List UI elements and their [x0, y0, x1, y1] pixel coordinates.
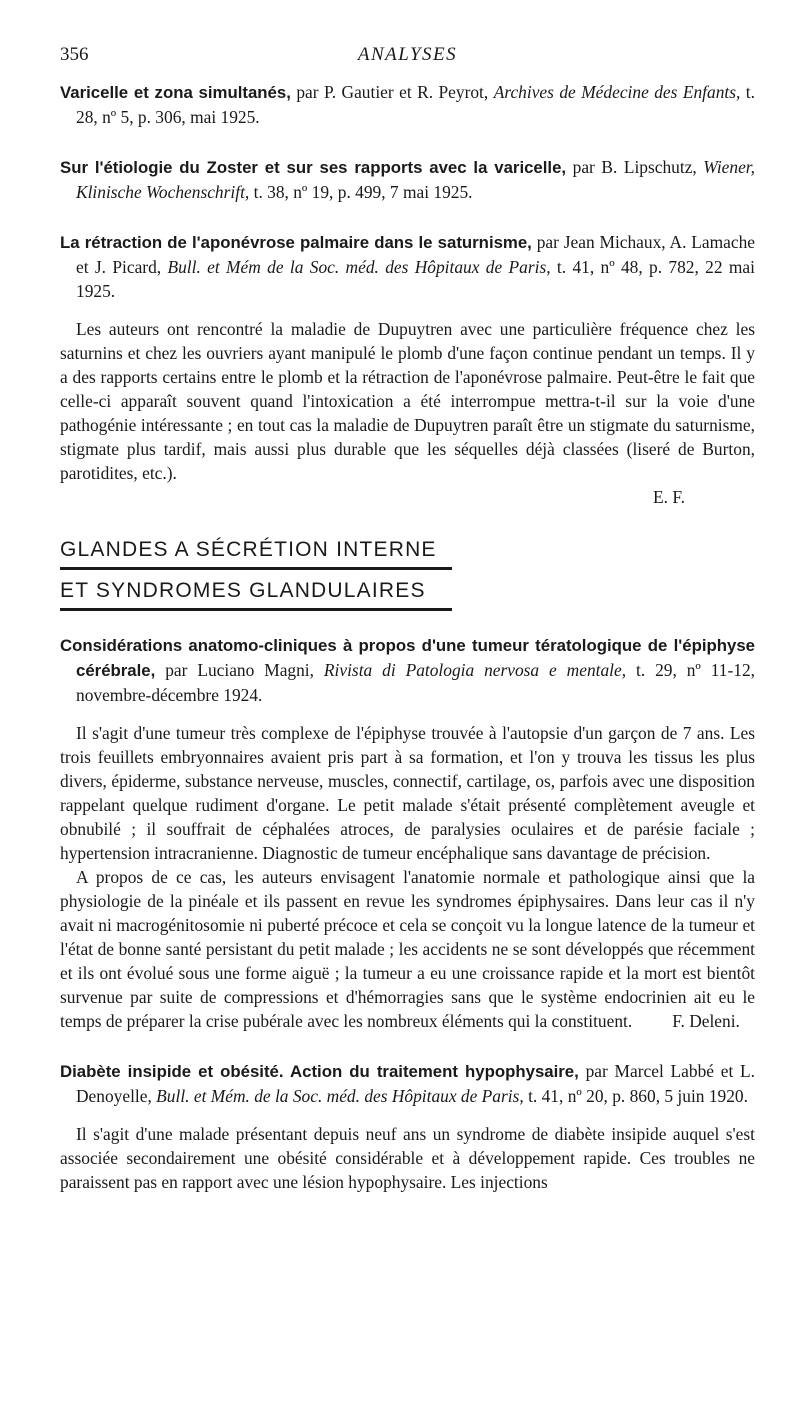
abstract-entry [60, 155, 755, 204]
article-title: Considérations anatomo-cliniques à propos d'une tumeur tératologique de l'épiphyse cérébrale, [60, 636, 755, 680]
abstract-paragraph [60, 865, 755, 1033]
bibliographic-reference [60, 1059, 755, 1108]
citation-details: t. 41, nº 20, p. 860, 5 juin 1920. [528, 1086, 748, 1106]
article-authors: par Marcel Labbé et L. Denoyelle, [76, 1061, 756, 1106]
page-number: 356 [60, 44, 89, 65]
bibliographic-reference [60, 155, 755, 204]
abstract-entry [60, 633, 755, 1033]
abstract-paragraph: Les auteurs ont rencontré la maladie de Dupuytren avec une particulière fréquence chez les saturnins et chez les ouvriers ayant manipulé le plomb d'une façon continue pendant un temps. Il y a des rapports certains entre le plomb et la rétraction de l'aponévrose palmaire. Peut-être le fait que celle-ci apparaît souvent quand l'intoxication a été interrompue mettra-t-il sur la voie d'une pathogénie intéressante ; en tout cas la maladie de Dupuytren paraît être un stigmate du saturnisme, stigmate plus tardif, mais aussi plus durable que les séquelles déjà classées (liseré de Burton, parotidites, etc.). [60, 319, 755, 483]
bibliographic-reference [60, 80, 755, 129]
article-authors: par B. Lipschutz, [572, 157, 697, 177]
section-heading-line-2: ET SYNDROMES GLANDULAIRES [60, 578, 452, 611]
article-authors: par Luciano Magni, [165, 660, 314, 680]
journal-name: Wiener, Klinische Wochenschrift, [76, 157, 755, 202]
article-title: Diabète insipide et obésité. Action du traitement hypophysaire, [60, 1062, 579, 1081]
citation-details: t. 38, nº 19, p. 499, 7 mai 1925. [253, 182, 473, 202]
journal-name: Rivista di Patologia nervosa e mentale, [323, 660, 627, 680]
citation-details: t. 41, nº 48, p. 782, 22 mai 1925. [76, 257, 755, 301]
abstract-paragraph-text: A propos de ce cas, les auteurs envisagent l'anatomie normale et pathologique ainsi que la physiologie de la pinéale et ils passent en revue les syndromes épiphysaires. Dans leur cas il n'y avait ni macrogénitosomie ni puberté précoce et cela se conçoit vu la longue latence de la tumeur et l'état de bonne santé persistant du petit malade ; les accidents ne se sont développés que récemment et ils ont évolué sous une forme aiguë ; la tumeur a eu une croissance rapide et la mort est bientôt survenue par suite de compressions et d'hémorragies sans que le système endocrinien ait eu le temps de préparer la crise pubérale avec les nombreux éléments qui la constituent. [60, 867, 755, 1031]
abstract-entry [60, 230, 755, 509]
reviewer-signature: F. Deleni. [672, 1011, 740, 1031]
bibliographic-reference [60, 633, 755, 707]
citation-details: t. 29, nº 11-12, novembre-décembre 1924. [76, 660, 756, 705]
abstract-paragraph: Il s'agit d'une tumeur très complexe de l'épiphyse trouvée à l'autopsie d'un garçon de 7 ans. Les trois feuillets embryonnaires avaient pris part à sa formation, et l'on y trouva les tissus les plus divers, épiderme, substance nerveuse, muscles, connectif, cartilage, os, parfois avec une disposition rappelant quelque rudiment d'organe. Le petit malade s'était présenté complètement aveugle et obnubilé ; il souffrait de céphalées atroces, de paralysies oculaires et de parésie faciale ; hypertension intracranienne. Diagnostic de tumeur encéphalique sans davantage de précision. [60, 723, 755, 863]
reviewer-signature: E. F. [653, 487, 685, 507]
page-header [60, 44, 755, 74]
article-authors: par P. Gautier et R. Peyrot, [296, 82, 489, 102]
page-content [60, 80, 755, 1220]
abstract-paragraph: Il s'agit d'une malade présentant depuis neuf ans un syndrome de diabète insipide auquel s'est associée secondairement une obésité considérable et à développement rapide. Ces troubles ne paraissent pas en rapport avec une lésion hypophysaire. Les injections [60, 1124, 755, 1192]
abstract-entry [60, 80, 755, 129]
article-title: Varicelle et zona simultanés, [60, 83, 291, 102]
citation-details: t. 28, nº 5, p. 306, mai 1925. [76, 82, 755, 127]
section-heading [60, 537, 452, 611]
bibliographic-reference [60, 230, 755, 303]
journal-name: Bull. et Mém. de la Soc. méd. des Hôpitaux de Paris, [156, 1086, 524, 1106]
article-authors: par Jean Michaux, A. Lamache et J. Picard, [76, 232, 755, 277]
journal-name: Bull. et Mém de la Soc. méd. des Hôpitaux de Paris, [167, 257, 551, 277]
abstract-entry [60, 1059, 755, 1194]
article-title: Sur l'étiologie du Zoster et sur ses rapports avec la varicelle, [60, 158, 567, 177]
running-title: ANALYSES [357, 44, 458, 65]
journal-name: Archives de Médecine des Enfants, [493, 82, 741, 102]
article-title: La rétraction de l'aponévrose palmaire dans le saturnisme, [60, 233, 532, 252]
section-heading-line-1: GLANDES A SÉCRÉTION INTERNE [60, 537, 452, 570]
